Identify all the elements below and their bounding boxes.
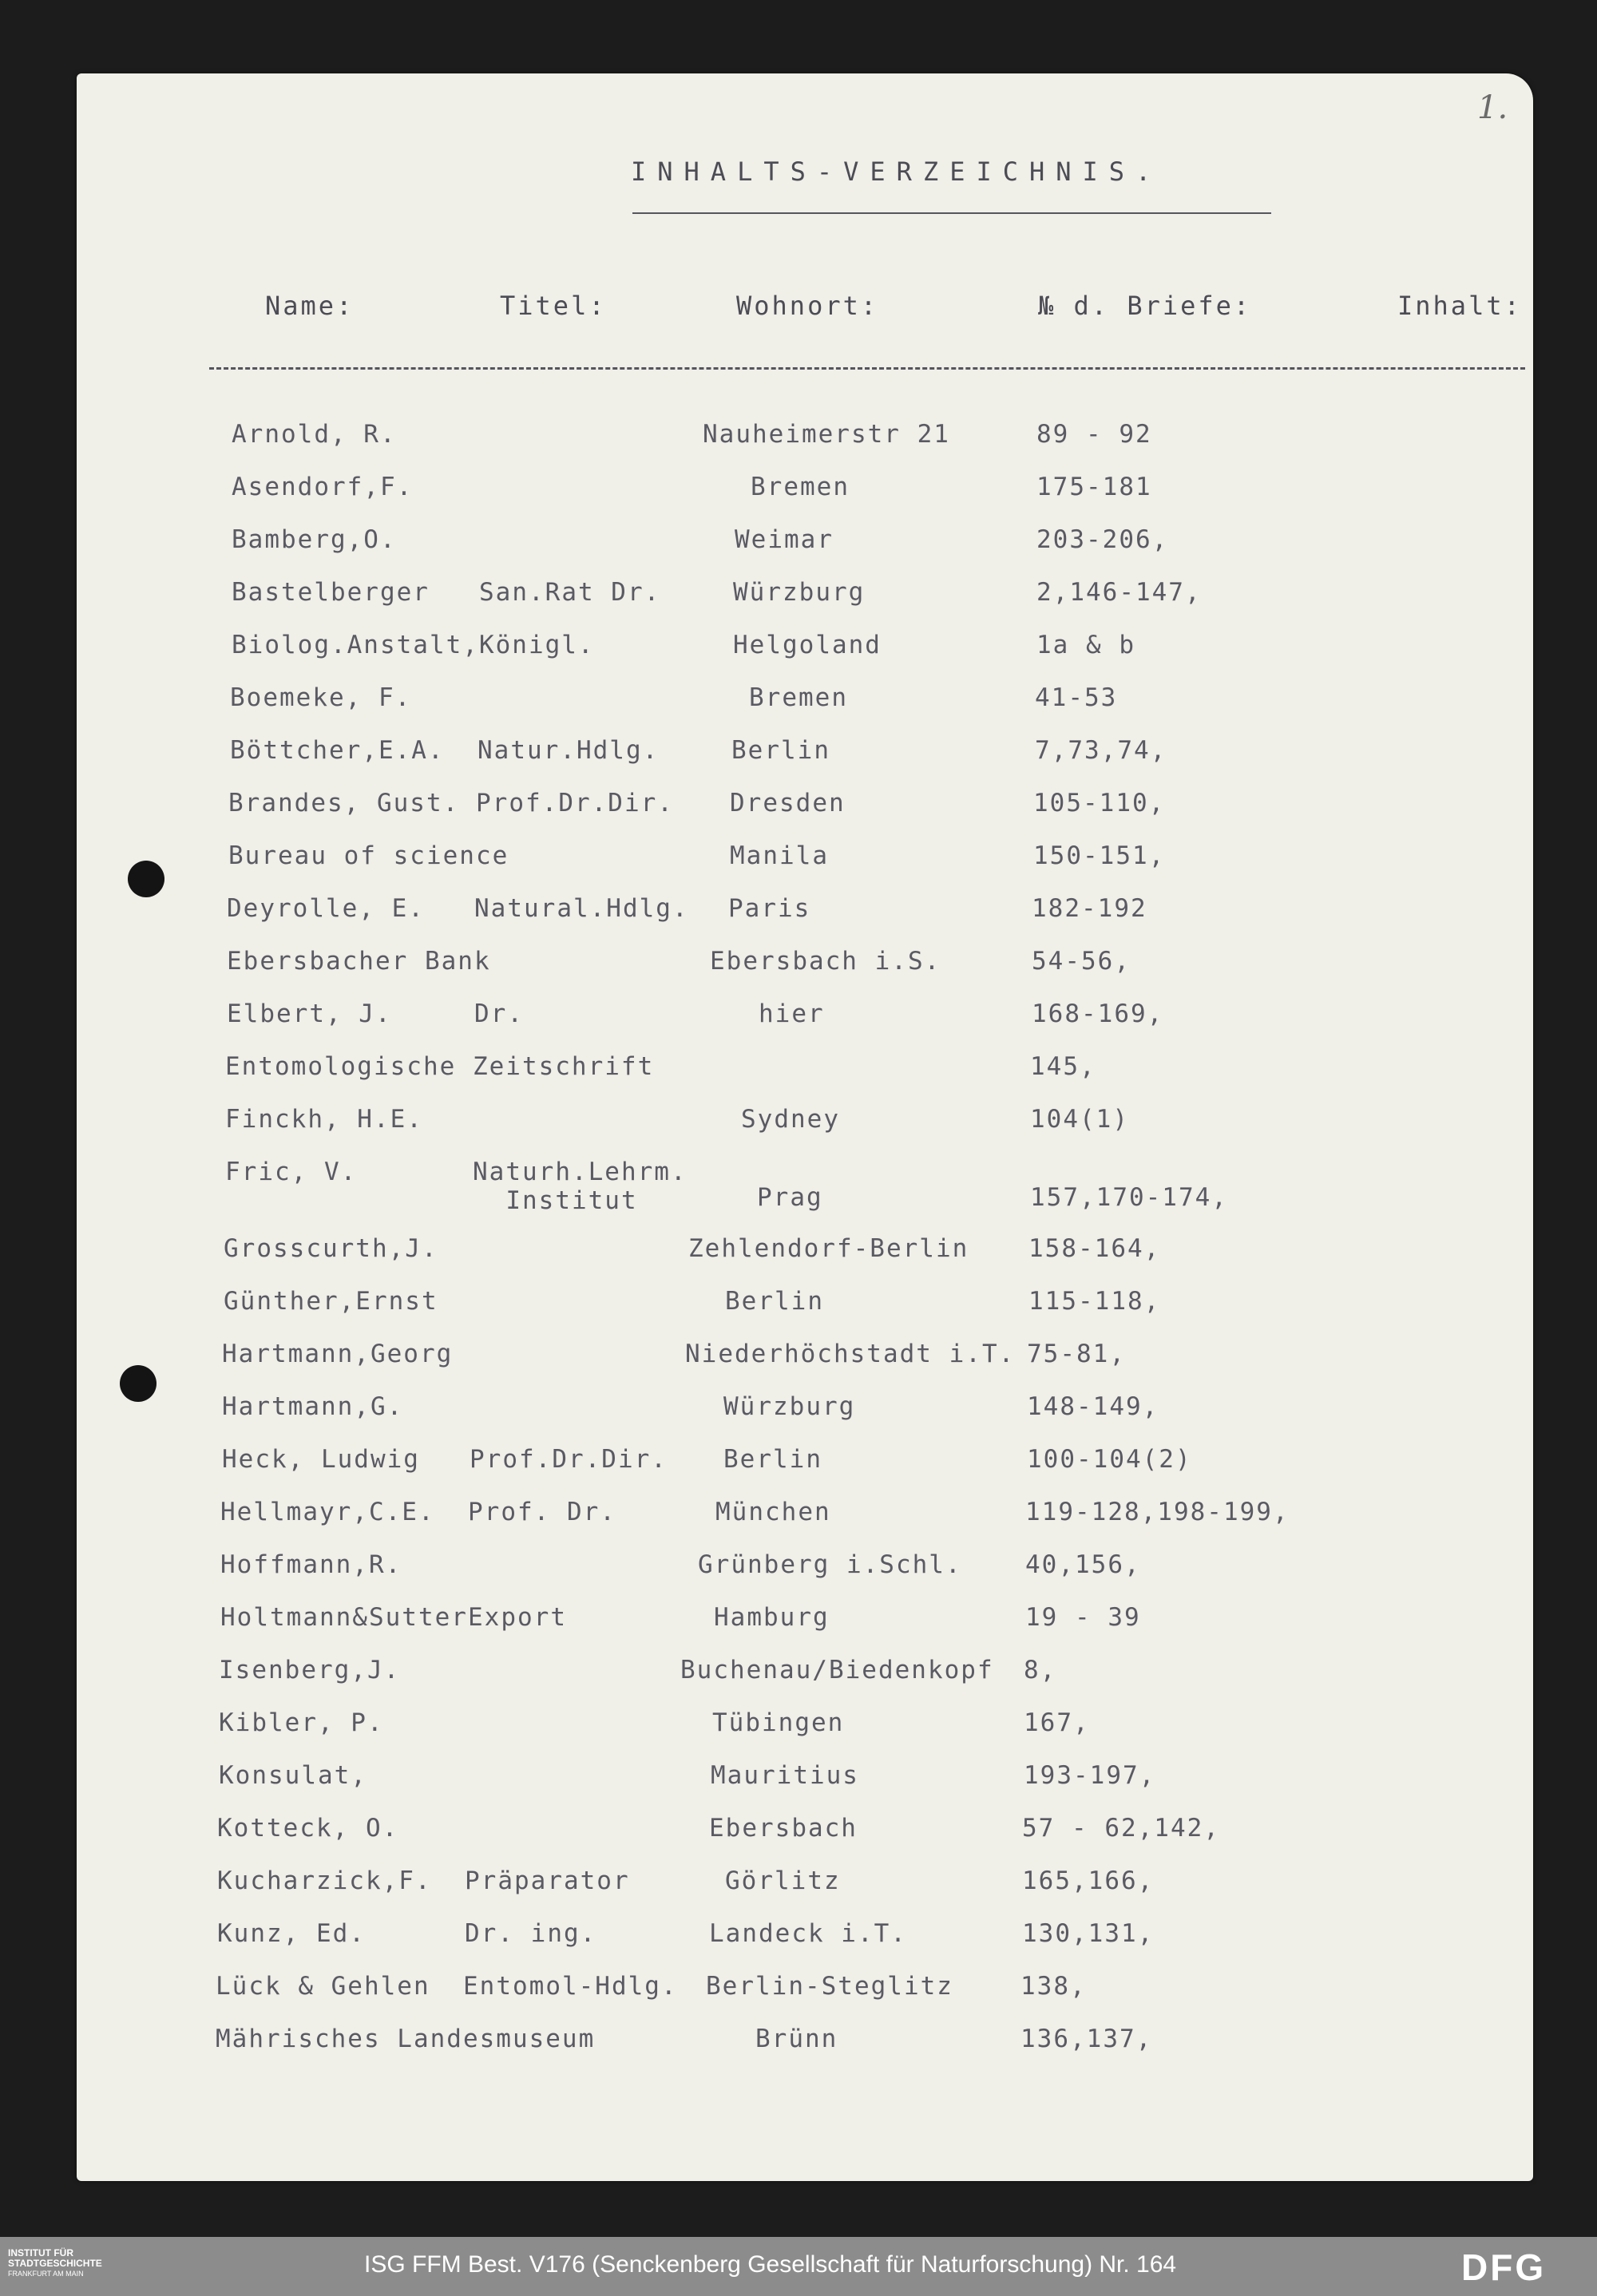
entry-briefe: 175-181	[1036, 473, 1152, 501]
entry-briefe: 165,166,	[1022, 1866, 1155, 1895]
entry-wohnort: München	[715, 1498, 831, 1526]
entry-name: Bastelberger	[232, 578, 430, 607]
entry-briefe: 115-118,	[1028, 1287, 1161, 1316]
entry-titel: Prof. Dr.	[468, 1498, 616, 1526]
entry-wohnort: Prag	[757, 1183, 823, 1212]
entry-name: Kibler, P.	[219, 1708, 384, 1737]
entry-wohnort: Berlin	[725, 1287, 824, 1316]
entry-briefe: 7,73,74,	[1035, 736, 1167, 765]
archive-footer	[0, 2237, 1597, 2296]
entry-briefe: 138,	[1020, 1972, 1087, 2001]
entry-titel: Prof.Dr.Dir.	[476, 789, 674, 817]
entry-briefe: 2,146-147,	[1036, 578, 1202, 607]
entry-briefe: 136,137,	[1020, 2025, 1153, 2053]
entry-briefe: 8,	[1024, 1656, 1057, 1684]
entry-name: Brandes, Gust.	[228, 789, 460, 817]
entry-wohnort: Buchenau/Biedenkopf	[680, 1656, 994, 1684]
title-underline	[632, 212, 1271, 214]
entry-wohnort: Berlin	[723, 1445, 822, 1474]
entry-titel: Prof.Dr.Dir.	[470, 1445, 668, 1474]
entry-name: Hartmann,Georg	[222, 1340, 454, 1368]
entry-briefe: 40,156,	[1025, 1550, 1141, 1579]
entry-wohnort: Brünn	[755, 2025, 838, 2053]
entry-briefe: 1a & b	[1036, 631, 1135, 659]
entry-name: Deyrolle, E.	[227, 894, 425, 923]
entry-wohnort: Zehlendorf-Berlin	[688, 1234, 969, 1263]
document-title: INHALTS-VERZEICHNIS.	[631, 156, 1163, 187]
entry-titel: San.Rat Dr.	[479, 578, 661, 607]
entry-titel: Entomol-Hdlg.	[463, 1972, 678, 2001]
entry-wohnort: Ebersbach	[709, 1814, 858, 1843]
entry-wohnort: Grünberg i.Schl.	[698, 1550, 962, 1579]
entry-name: Konsulat,	[219, 1761, 367, 1790]
entry-wohnort: Würzburg	[723, 1392, 856, 1421]
entry-name: Arnold, R.	[232, 420, 397, 449]
entry-wohnort: Paris	[728, 894, 811, 923]
entry-briefe: 167,	[1024, 1708, 1090, 1737]
entry-wohnort: Niederhöchstadt i.T.	[685, 1340, 1016, 1368]
entry-name: Hartmann,G.	[222, 1392, 404, 1421]
entry-name: Bureau of science	[228, 841, 509, 870]
entry-wohnort: hier	[759, 1000, 825, 1028]
column-header-titel: Titel:	[500, 291, 607, 321]
entry-briefe: 119-128,198-199,	[1025, 1498, 1290, 1526]
entry-name: Kucharzick,F.	[217, 1866, 432, 1895]
entry-briefe: 104(1)	[1030, 1105, 1129, 1134]
entry-wohnort: Helgoland	[733, 631, 882, 659]
entry-briefe: 203-206,	[1036, 525, 1169, 554]
entry-wohnort: Weimar	[735, 525, 834, 554]
entry-wohnort: Hamburg	[714, 1603, 830, 1632]
entry-briefe: 19 - 39	[1025, 1603, 1141, 1632]
entry-wohnort: Bremen	[751, 473, 850, 501]
entry-briefe: 150-151,	[1033, 841, 1166, 870]
entry-wohnort: Tübingen	[712, 1708, 845, 1737]
entry-wohnort: Berlin	[731, 736, 830, 765]
entry-wohnort: Ebersbach i.S.	[710, 947, 941, 976]
entry-briefe: 100-104(2)	[1027, 1445, 1192, 1474]
entry-name: Böttcher,E.A.	[230, 736, 445, 765]
page-number: 1.	[1477, 89, 1508, 126]
entry-name: Günther,Ernst	[224, 1287, 438, 1316]
entry-titel: Dr. ing.	[465, 1919, 597, 1948]
entry-name: Asendorf,F.	[232, 473, 414, 501]
entry-name: Fric, V.	[225, 1158, 358, 1186]
punch-hole-top	[128, 861, 164, 897]
institution-name-line-1: INSTITUT FÜR	[8, 2247, 73, 2258]
column-header-name: Name:	[265, 291, 355, 321]
archive-caption: ISG FFM Best. V176 (Senckenberg Gesellschaft für Naturforschung) Nr. 164	[364, 2251, 1177, 2278]
entry-wohnort: Sydney	[741, 1105, 840, 1134]
institution-mark	[8, 2248, 144, 2279]
entry-titel: Naturh.Lehrm. Institut	[473, 1158, 688, 1215]
entry-name: Finckh, H.E.	[225, 1105, 423, 1134]
entry-name: Ebersbacher Bank	[227, 947, 491, 976]
entry-name: Grosscurth,J.	[224, 1234, 438, 1263]
entry-briefe: 168-169,	[1032, 1000, 1164, 1028]
entry-titel: Natural.Hdlg.	[474, 894, 689, 923]
entry-name: Kotteck, O.	[217, 1814, 399, 1843]
entry-titel: Natur.Hdlg.	[478, 736, 660, 765]
institution-city: FRANKFURT AM MAIN	[8, 2270, 84, 2278]
entry-wohnort: Berlin-Steglitz	[706, 1972, 953, 2001]
entry-wohnort: Mauritius	[711, 1761, 859, 1790]
punch-hole-bottom	[120, 1365, 157, 1402]
entry-briefe: 130,131,	[1022, 1919, 1155, 1948]
entry-briefe: 158-164,	[1028, 1234, 1161, 1263]
entry-name: Hellmayr,C.E.	[220, 1498, 435, 1526]
entry-wohnort: Dresden	[730, 789, 846, 817]
entry-briefe: 193-197,	[1024, 1761, 1156, 1790]
dfg-logo: DFG	[1461, 2247, 1547, 2288]
entry-name: Isenberg,J.	[219, 1656, 401, 1684]
entry-briefe: 182-192	[1032, 894, 1147, 923]
entry-wohnort: Landeck i.T.	[709, 1919, 907, 1948]
entry-briefe: 41-53	[1035, 683, 1118, 712]
entry-name: Hoffmann,R.	[220, 1550, 402, 1579]
entry-titel: Präparator	[465, 1866, 630, 1895]
entry-wohnort: Nauheimerstr 21	[703, 420, 950, 449]
entry-name: Entomologische Zeitschrift	[225, 1052, 655, 1081]
entry-briefe: 57 - 62,142,	[1022, 1814, 1220, 1843]
entry-name: Holtmann&Sutter	[220, 1603, 468, 1632]
entry-name: Bamberg,O.	[232, 525, 397, 554]
entry-wohnort: Bremen	[749, 683, 848, 712]
column-header-inhalt: Inhalt:	[1397, 291, 1522, 321]
entry-briefe: 105-110,	[1033, 789, 1166, 817]
entry-name: Heck, Ludwig	[222, 1445, 420, 1474]
entry-titel: Export	[468, 1603, 567, 1632]
entry-name: Boemeke, F.	[230, 683, 412, 712]
institution-name-line-2: STADTGESCHICHTE	[8, 2258, 102, 2269]
entry-name: Elbert, J.	[227, 1000, 392, 1028]
entry-name: Kunz, Ed.	[217, 1919, 366, 1948]
entry-briefe: 89 - 92	[1036, 420, 1152, 449]
entry-wohnort: Görlitz	[725, 1866, 841, 1895]
entry-titel: Dr.	[474, 1000, 524, 1028]
entry-briefe: 145,	[1030, 1052, 1096, 1081]
entry-name: Biolog.Anstalt,Königl.	[232, 631, 595, 659]
entry-briefe: 75-81,	[1027, 1340, 1126, 1368]
column-header-wohnort: Wohnort:	[736, 291, 879, 321]
header-divider	[209, 367, 1525, 370]
entry-name: Mährisches Landesmuseum	[216, 2025, 596, 2053]
column-header-briefe: № d. Briefe:	[1038, 291, 1252, 321]
entry-name: Lück & Gehlen	[216, 1972, 430, 2001]
entry-briefe: 148-149,	[1027, 1392, 1159, 1421]
entry-wohnort: Manila	[730, 841, 829, 870]
entry-briefe: 54-56,	[1032, 947, 1131, 976]
entry-briefe: 157,170-174,	[1030, 1183, 1228, 1212]
entry-wohnort: Würzburg	[733, 578, 866, 607]
